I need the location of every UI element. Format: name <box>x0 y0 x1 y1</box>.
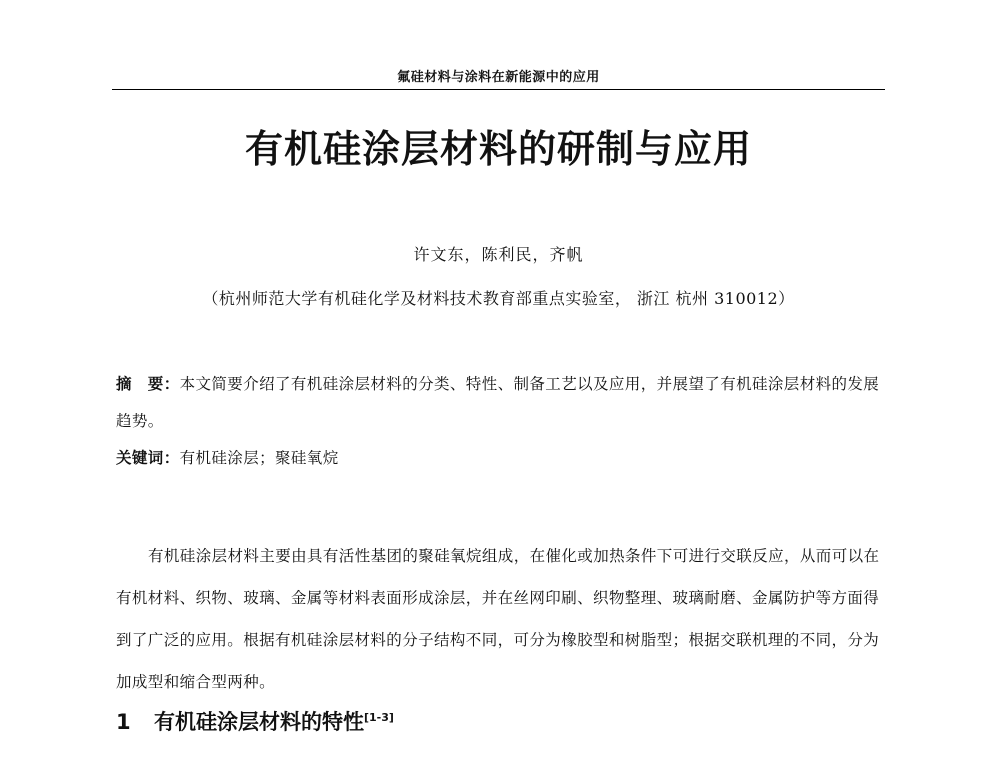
section-1-number: 1 <box>116 710 131 734</box>
keywords <box>116 446 882 468</box>
keywords-label: 关键词： <box>116 449 180 467</box>
abstract-text: 本文简要介绍了有机硅涂层材料的分类、特性、制备工艺以及应用，并展望了有机硅涂层材料的发展趋势。 <box>116 375 880 430</box>
abstract <box>116 366 882 440</box>
header-rule <box>112 89 885 90</box>
affiliation: （杭州师范大学有机硅化学及材料技术教育部重点实验室， 浙江 杭州 310012） <box>202 289 795 308</box>
abstract-label: 摘 要： <box>116 375 180 393</box>
intro-paragraph: 有机硅涂层材料主要由具有活性基团的聚硅氧烷组成，在催化或加热条件下可进行交联反应，从而可以在有机材料、织物、玻璃、金属等材料表面形成涂层，并在丝网印刷、织物整理、玻璃耐磨、金属防护等方面得到了广泛的应用。根据有机硅涂层材料的分子结构不同，可分为橡胶型和树脂型；根据交联机理的不同，分为加成型和缩合型两种。 <box>116 547 880 691</box>
running-header: 氟硅材料与涂料在新能源中的应用 <box>397 70 600 85</box>
section-1-title: 有机硅涂层材料的特性 <box>154 710 364 734</box>
section-1-heading <box>116 706 882 736</box>
paper-title: 有机硅涂层材料的研制与应用 <box>244 127 752 171</box>
author-list: 许文东，陈利民，齐帆 <box>413 245 584 264</box>
section-1-citation[interactable]: [1-3] <box>364 711 394 724</box>
keywords-text: 有机硅涂层；聚硅氧烷 <box>179 449 339 467</box>
